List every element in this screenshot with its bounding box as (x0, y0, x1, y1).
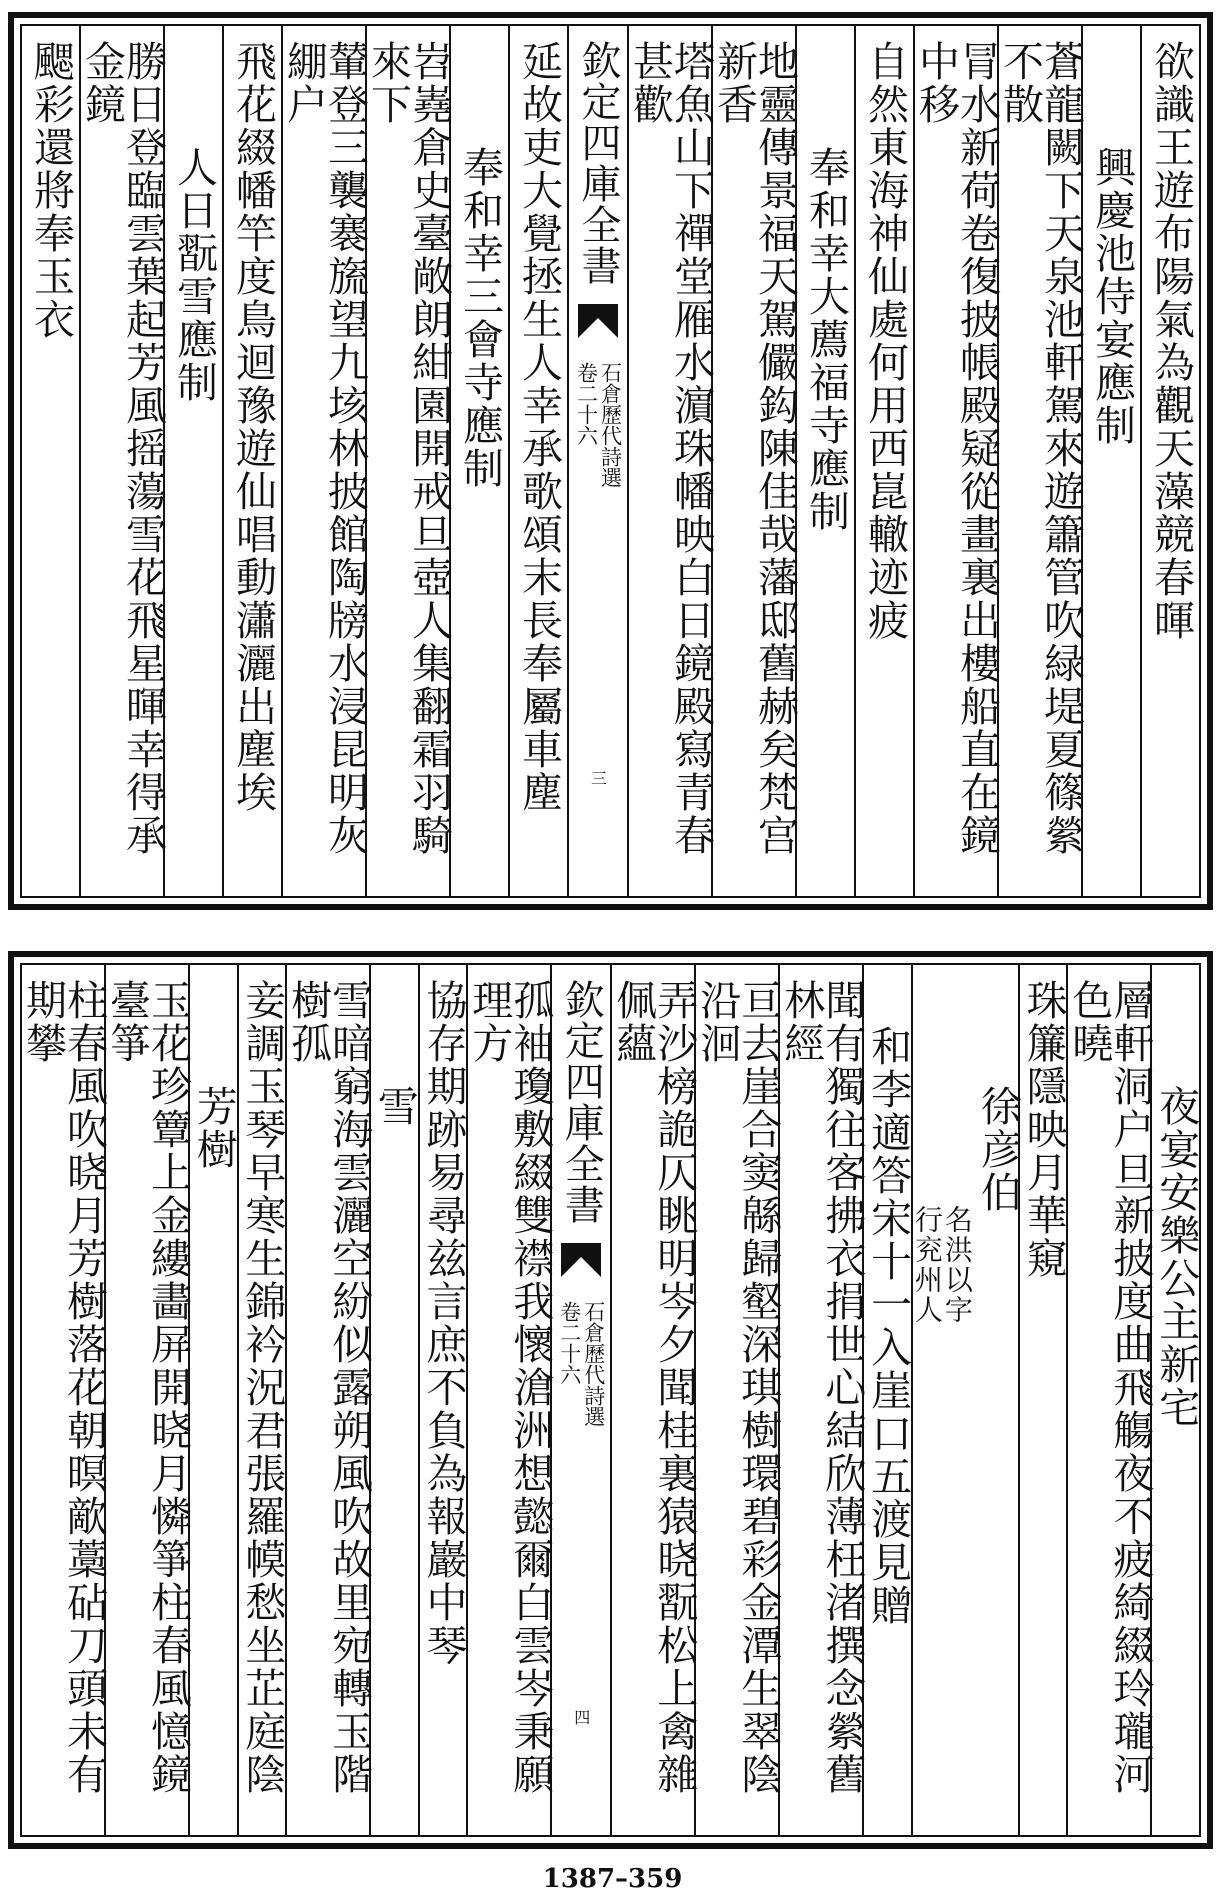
column-text: 協存期跡易尋兹言庶不負為報巖中琴 (419, 979, 468, 1667)
gutter-source-row (576, 362, 621, 488)
text-column (465, 965, 555, 1835)
text-column (1018, 965, 1067, 1835)
column-text: 颸彩還將奉玉衣 (27, 40, 75, 341)
text-column (18, 965, 108, 1835)
column-text: 延故吏大覺拯生人幸承歌頌末長奉屬車塵 (515, 40, 563, 814)
fish-tail-ornament-icon (576, 302, 620, 340)
center-gutter (550, 965, 610, 1835)
center-gutter (567, 26, 627, 896)
column-text: 珠簾隱映月華窺 (1019, 979, 1068, 1280)
author-column (910, 965, 1022, 1835)
column-text: 聞有獨往客拂衣捐世心結欣薄枉渚撰念縈舊林經 (777, 979, 867, 1796)
column-text: 弄沙榜詭仄眺明岑夕聞桂裏猿晓翫松上禽雜佩蘊 (609, 979, 699, 1796)
poem-title-column (1081, 26, 1140, 896)
poem-title-column (163, 26, 222, 896)
column-text: 地靈傳景福天駕儼鈎陳佳哉藩邸舊赫矣梵宫新香 (710, 40, 799, 857)
column-text: 冐水新荷卷復披帳殿疑從畫裏出樓船直在鏡中移 (912, 40, 1001, 857)
text-column (912, 26, 1001, 896)
gutter-source-title: 石倉歷代詩選 (598, 362, 623, 488)
column-text: 雪暗窮海雲灑空紛似露朔風吹故里宛轉玉階樹孤 (284, 979, 374, 1796)
column-text: 奉和幸大薦福寺應制 (802, 146, 850, 533)
column-text: 雪 (370, 1085, 419, 1128)
text-column (609, 965, 699, 1835)
poem-title-column (795, 26, 854, 896)
text-column (364, 26, 453, 896)
column-text: 人日翫雪應制 (170, 146, 218, 404)
text-column (626, 26, 715, 896)
text-column (222, 26, 281, 896)
poem-title-column (1150, 965, 1199, 1835)
column-text: 奉和幸三會寺應制 (456, 146, 504, 490)
text-column (508, 26, 567, 896)
text-column (710, 26, 799, 896)
column-text: 岧嶤倉史臺敞朗紺園開戒旦壺人集翻霜羽騎來下 (364, 40, 453, 857)
top-page-columns (20, 24, 1201, 898)
column-text: 妾調玉琴早寒生錦衿況君張羅幙愁坐芷庭陰 (238, 979, 287, 1796)
gutter-collection-title: 欽定四庫全書 (575, 40, 621, 286)
column-text: 夜宴安樂公主新宅 (1152, 1085, 1201, 1429)
gutter-volume: 卷二十六 (574, 362, 599, 446)
column-text: 層軒洞户旦新披度曲飛觴夜不疲綺綴玲瓏河色曉 (1065, 979, 1155, 1796)
column-text: 玉花珍簟上金縷畵屏開晓月憐箏柱春風憶鏡臺箏 (102, 979, 192, 1796)
column-text: 興慶池侍宴應制 (1088, 146, 1136, 447)
bottom-page (8, 951, 1213, 1849)
poem-title-column (188, 965, 237, 1835)
author-annotation (910, 1205, 974, 1325)
text-column (78, 26, 167, 896)
column-text: 芳樹 (189, 1085, 238, 1171)
text-column (777, 965, 867, 1835)
poem-title-column (449, 26, 508, 896)
text-column (284, 965, 374, 1835)
bottom-page-columns (20, 963, 1201, 1837)
text-column (854, 26, 913, 896)
poem-title-column (862, 965, 911, 1835)
column-text: 自然東海神仙處何用西崑轍迹疲 (861, 40, 909, 642)
text-column (1140, 26, 1199, 896)
text-column (693, 965, 783, 1835)
top-page (8, 12, 1213, 910)
text-column (237, 965, 286, 1835)
gutter-source-row (559, 1301, 604, 1427)
author-name: 徐彦伯 (973, 1085, 1022, 1214)
poem-title-column (369, 965, 418, 1835)
gutter-page-number: 三 (588, 770, 608, 786)
gutter-source-title: 石倉歷代詩選 (581, 1301, 606, 1427)
gutter-collection-title: 欽定四庫全書 (558, 979, 605, 1225)
author-note-line: 行兖州人 (910, 1205, 944, 1325)
column-text: 塔魚山下禪堂雁水濵珠幡映白日鏡殿寫青春甚歡 (626, 40, 715, 857)
gutter-page-number: 四 (571, 1709, 591, 1725)
text-column (280, 26, 369, 896)
column-text: 輦登三襲褰旒望九垓林披館陶牓水浸昆明灰綳户 (280, 40, 369, 857)
column-text: 亘去崖合窦緜歸壑深琪樹環碧彩金潭生翠陰沿洄 (693, 979, 783, 1796)
text-column (418, 965, 467, 1835)
author-note-line: 名洪以字 (940, 1205, 974, 1325)
gutter-volume: 卷二十六 (557, 1301, 582, 1385)
column-text: 勝日登臨雲葉起芳風摇蕩雪花飛星暉幸得承金鏡 (78, 40, 167, 857)
text-column (1065, 965, 1155, 1835)
column-text: 和李適答宋十一入崖口五渡見贈 (864, 1025, 913, 1627)
page-footer-label: 1387–359 (542, 1864, 683, 1894)
text-column (22, 26, 79, 896)
text-column (996, 26, 1085, 896)
text-column (102, 965, 192, 1835)
column-text: 欲識王遊布陽氣為觀天藻競春暉 (1147, 40, 1195, 642)
column-text: 飛花綴幡竿度鳥迴豫遊仙唱動瀟灑出塵埃 (229, 40, 277, 814)
column-text: 孤袖瓊敷綴雙襟我懷滄洲想懿爾白雲岑秉願理方 (465, 979, 555, 1796)
column-text: 柱春風吹晓月芳樹落花朝暝歒藁砧刀頭未有期攀 (18, 979, 108, 1796)
fish-tail-ornament-icon (559, 1241, 603, 1279)
column-text: 蒼龍闕下天泉池軒駕來遊簫管吹緑堤夏篠縈不散 (996, 40, 1085, 857)
